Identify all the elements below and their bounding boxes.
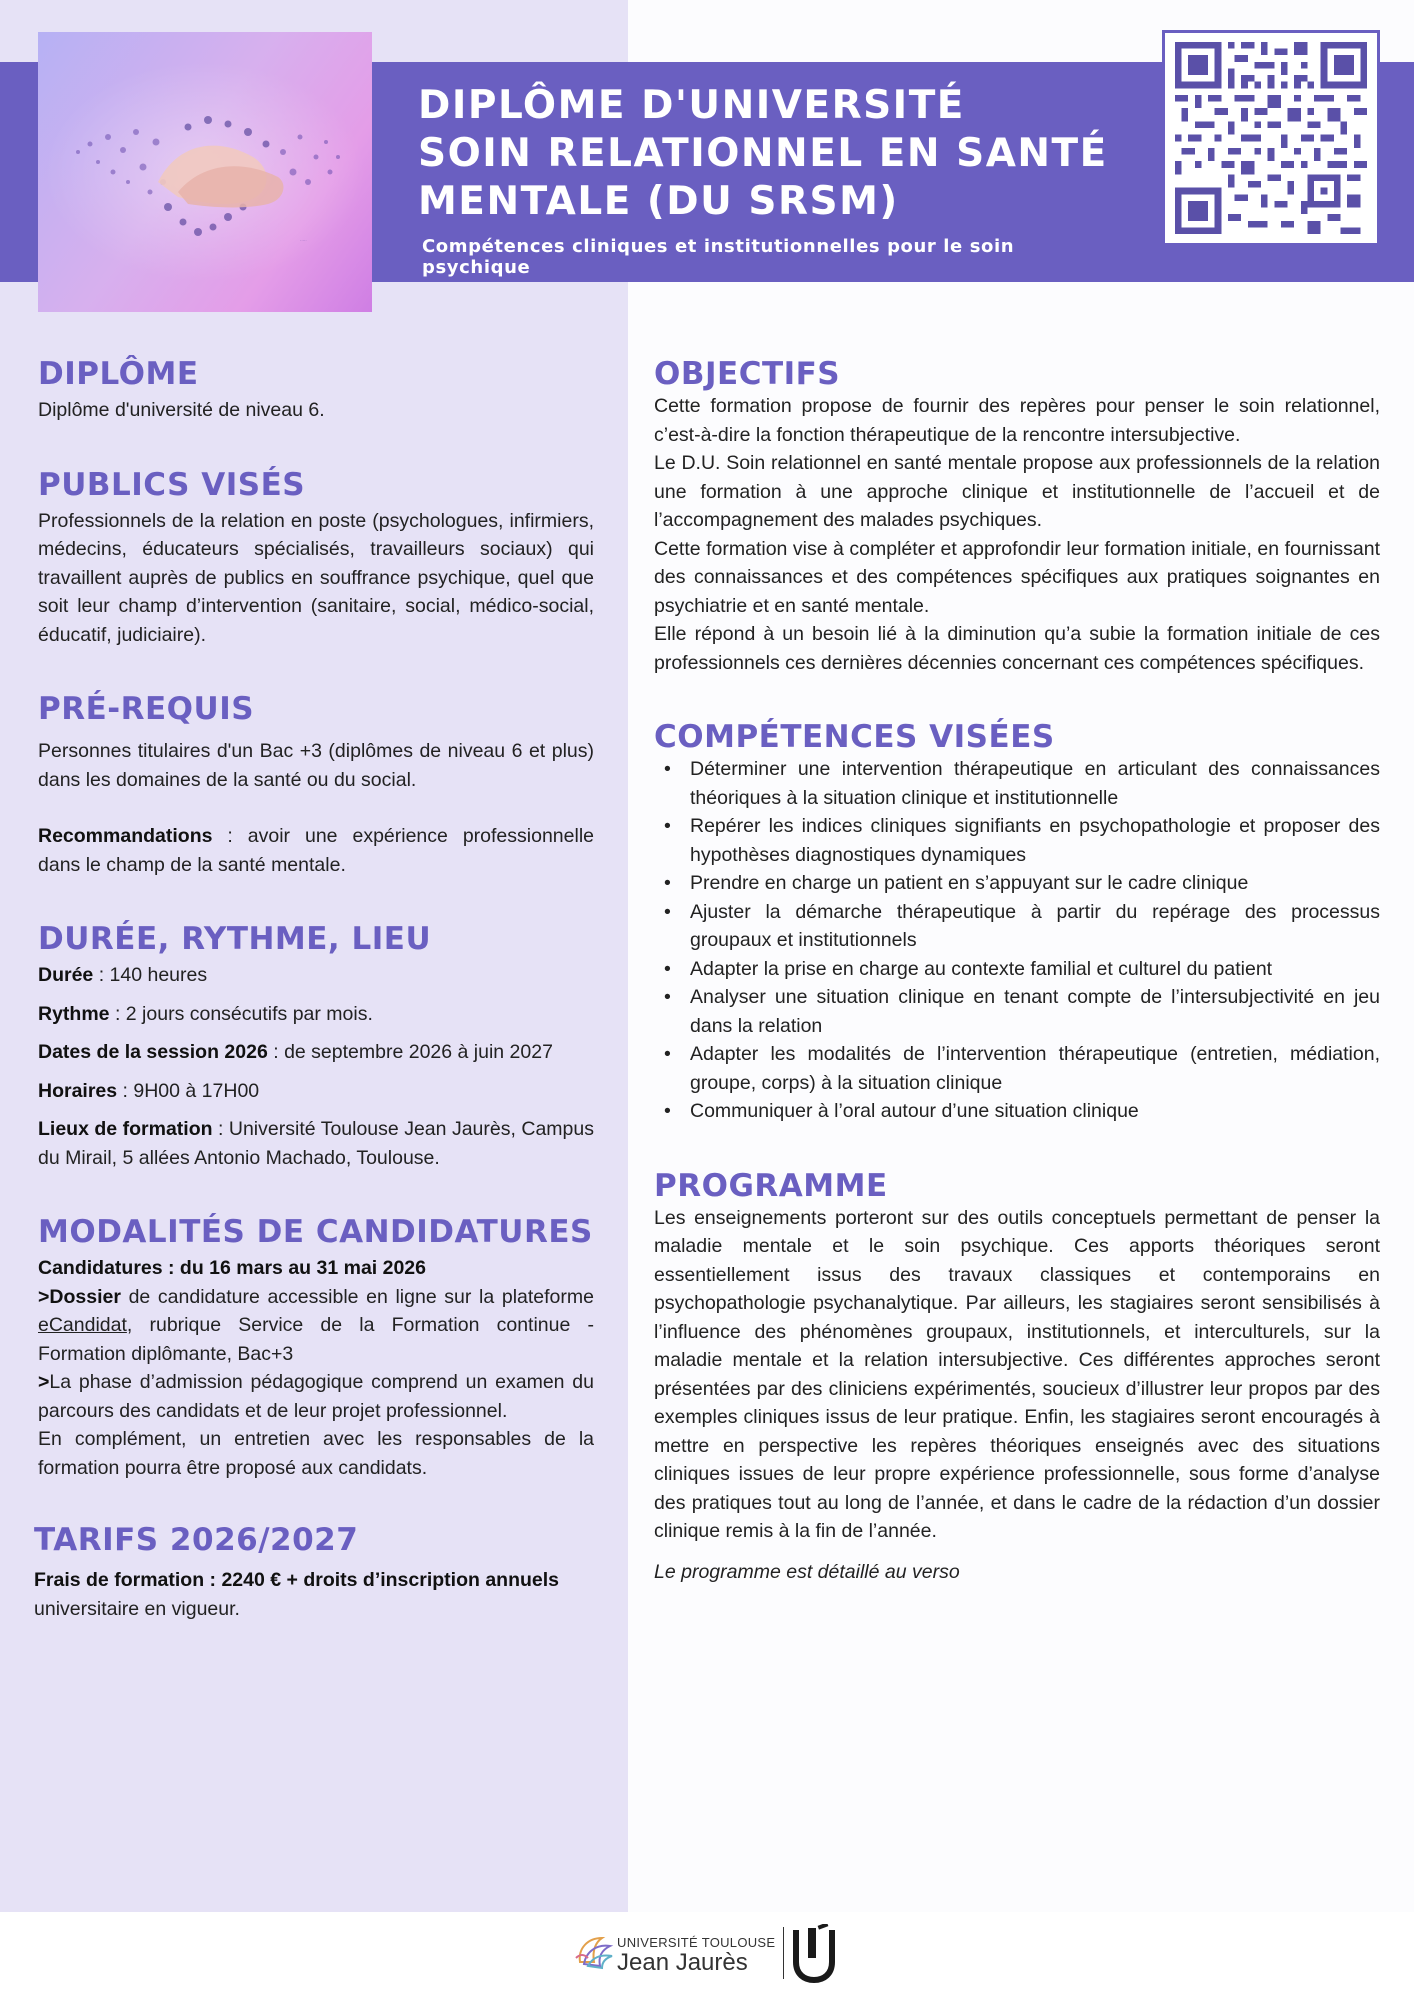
list-item: • Repérer les indices cliniques signifiants en psychopathologie et proposer des hypothèses diagnostiques dynamiques bbox=[654, 812, 1380, 869]
candidatures-dates bbox=[38, 1254, 594, 1283]
section-diplome bbox=[38, 356, 594, 425]
section-heading-prerequis: PRÉ-REQUIS bbox=[38, 691, 255, 727]
admission-text bbox=[38, 1368, 594, 1425]
section-programme bbox=[654, 1168, 1380, 1587]
list-item: • Déterminer une intervention thérapeutique en articulant des connaissances théoriques à la situation clinique et institutionnelle bbox=[654, 755, 1380, 812]
dossier-text bbox=[38, 1283, 594, 1369]
dossier-text-part2: , rubrique Service de la Formation continue - Formation diplômante, Bac+3 bbox=[38, 1314, 594, 1365]
admission-value: La phase d’admission pédagogique comprend un examen du parcours des candidats et de leur projet professionnel. bbox=[38, 1371, 594, 1422]
list-item: • Communiquer à l’oral autour d’une situation clinique bbox=[654, 1097, 1380, 1126]
title-line-2: SOIN RELATIONNEL EN SANTÉ bbox=[418, 131, 1108, 176]
competences-list bbox=[654, 755, 1380, 1126]
page-title bbox=[418, 82, 1118, 226]
title-line-1: DIPLÔME D'UNIVERSITÉ bbox=[418, 83, 965, 128]
lieux-item bbox=[38, 1115, 594, 1172]
horaires-item bbox=[38, 1077, 594, 1106]
prerequis-text: Personnes titulaires d'un Bac +3 (diplômes de niveau 6 et plus) dans les domaines de la santé ou du social. bbox=[38, 740, 594, 791]
list-item: • Analyser une situation clinique en tenant compte de l’intersubjectivité en jeu dans la relation bbox=[654, 983, 1380, 1040]
section-heading-programme: PROGRAMME bbox=[654, 1167, 888, 1204]
section-objectifs bbox=[654, 356, 1380, 677]
university-name-line1: UNIVERSITÉ TOULOUSE bbox=[617, 1935, 776, 1950]
title-block bbox=[418, 82, 1118, 278]
duree-item bbox=[38, 961, 594, 990]
objectifs-paragraph: Elle répond à un besoin lié à la diminution qu’a subie la formation initiale de ces professionnels ces dernières décennies concernant ces compétences spécifiques. bbox=[654, 623, 1380, 674]
programme-text: Les enseignements porteront sur des outils conceptuels permettant de penser la maladie mentale et le soin psychique. Ces apports théoriques seront essentiellement issus des travaux classiques et contemporains en psychopathologie psychanalytique. Par ailleurs, les stagiaires seront sensibilisés à l’influence des phénomènes groupaux, institutionnels, et interculturels, sur la maladie mentale et la relation intersubjective. Ces différentes approches seront présentées par des cliniciens expérimentés, soucieux d’illustrer leur propos par des exemples cliniques issus de leur pratique. Enfin, les stagiaires seront encouragés à mettre en perspective les repères théoriques enseignés avec des situations cliniques issues de leur propre expérience professionnelle, sous forme d’analyse des pratiques tout au long de l’année, et dans le cadre de la rédaction d’un dossier clinique remis à la fin de l’année. bbox=[654, 1206, 1380, 1542]
dates-value: : de septembre 2026 à juin 2027 bbox=[267, 1041, 553, 1063]
section-modalites bbox=[38, 1214, 594, 1482]
list-item: • Prendre en charge un patient en s’appuyant sur le cadre clinique bbox=[654, 869, 1380, 898]
diplome-text: Diplôme d'université de niveau 6. bbox=[38, 399, 325, 421]
candidatures-label: Candidatures : du 16 mars au 31 mai 2026 bbox=[38, 1257, 427, 1279]
objectifs-paragraph: Le D.U. Soin relationnel en santé mentale propose aux professionnels de la relation une formation à une approche clinique et institutionnelle de l’accueil et de l’accompagnement des malades psychiques. bbox=[654, 452, 1380, 531]
section-prerequis bbox=[38, 691, 594, 879]
tarifs-label: Frais de formation : 2240 € bbox=[34, 1569, 282, 1591]
tarifs-text bbox=[34, 1566, 594, 1623]
university-logo-icon bbox=[572, 1928, 618, 1974]
publics-text: Professionnels de la relation en poste (psychologues, infirmiers, médecins, éducateurs spécialisés, travailleurs sociaux) qui travaillent auprès de publics en souffrance psychique, quel que soit leur champ d’intervention (sanitaire, social, médico-social, éducatif, judiciaire). bbox=[38, 509, 594, 646]
title-line-3: MENTALE (DU SRSM) bbox=[418, 179, 899, 224]
section-tarifs bbox=[34, 1522, 594, 1623]
page-subtitle: Compétences cliniques et institutionnelles pour le soin psychique bbox=[422, 236, 1015, 278]
list-item: • Ajuster la démarche thérapeutique à partir du repérage des processus groupaux et institutionnels bbox=[654, 898, 1380, 955]
complement-text: En complément, un entretien avec les responsables de la formation pourra être proposé aux candidats. bbox=[38, 1428, 594, 1479]
section-heading-tarifs: TARIFS 2026/2027 bbox=[34, 1522, 359, 1558]
hero-hands-image bbox=[38, 32, 372, 312]
lieux-value: : Université Toulouse Jean Jaurès, Campus du Mirail, 5 allées Antonio Machado, Toulouse. bbox=[38, 1118, 594, 1169]
list-item: • Adapter les modalités de l’intervention thérapeutique (entretien, médiation, groupe, corps) à la situation clinique bbox=[654, 1040, 1380, 1097]
tarifs-value: universitaire en vigueur. bbox=[34, 1597, 240, 1620]
ecandidat-link[interactable]: eCandidat bbox=[38, 1314, 127, 1336]
logo-divider bbox=[783, 1927, 784, 1979]
list-item: • Adapter la prise en charge au contexte familial et culturel du patient bbox=[654, 955, 1380, 984]
university-name-line2: Jean Jaurès bbox=[617, 1949, 748, 1976]
rythme-item bbox=[38, 1000, 594, 1029]
svg-text:·····: ····· bbox=[300, 238, 307, 243]
section-heading-objectifs: OBJECTIFS bbox=[654, 356, 841, 392]
section-heading-duree: DURÉE, RYTHME, LIEU bbox=[38, 921, 432, 957]
section-duree bbox=[38, 921, 594, 1172]
objectifs-paragraph: Cette formation vise à compléter et approfondir leur formation initiale, en fournissant des connaissances et des compétences spécifiques aux pratiques soignantes en psychiatrie et en santé mentale. bbox=[654, 537, 1380, 617]
prerequis-recommandations bbox=[38, 822, 594, 879]
programme-note: Le programme est détaillé au verso bbox=[654, 1560, 960, 1583]
recommandations-text: : avoir une expérience professionnelle dans le champ de la santé mentale. bbox=[38, 825, 594, 876]
right-column bbox=[654, 356, 1380, 1586]
left-column bbox=[34, 356, 594, 1623]
objectifs-paragraph: Cette formation propose de fournir des repères pour penser le soin relationnel, c’est-à-dire la fonction thérapeutique de la rencontre intersubjective. bbox=[654, 395, 1380, 446]
horaires-value: : 9H00 à 17H00 bbox=[117, 1079, 260, 1102]
section-heading-competences: COMPÉTENCES VISÉES bbox=[654, 719, 1055, 755]
qr-code[interactable] bbox=[1162, 30, 1380, 246]
section-heading-diplome: DIPLÔME bbox=[38, 356, 199, 392]
admission-marker: > bbox=[38, 1371, 50, 1393]
recommandations-label: Recommandations bbox=[38, 825, 213, 847]
section-heading-publics: PUBLICS VISÉS bbox=[38, 466, 306, 503]
lieux-label: Lieux de formation bbox=[38, 1118, 213, 1140]
section-competences bbox=[654, 719, 1380, 1126]
section-heading-modalites: MODALITÉS DE CANDIDATURES bbox=[38, 1214, 593, 1250]
tarifs-label-2: + droits d’inscription annuels bbox=[281, 1569, 560, 1591]
section-publics bbox=[38, 467, 594, 650]
duree-label: Durée bbox=[38, 964, 94, 986]
duree-value: : 140 heures bbox=[93, 964, 208, 986]
dates-item bbox=[38, 1038, 594, 1067]
dates-label: Dates de la session 2026 bbox=[38, 1041, 268, 1063]
rythme-value: : 2 jours consécutifs par mois. bbox=[109, 1002, 373, 1025]
dossier-text-part1: de candidature accessible en ligne sur la plateforme bbox=[120, 1285, 594, 1308]
rythme-label: Rythme bbox=[38, 1002, 110, 1025]
dossier-label: >Dossier bbox=[38, 1285, 121, 1308]
u-logo-icon bbox=[790, 1924, 838, 1984]
horaires-label: Horaires bbox=[38, 1079, 118, 1102]
